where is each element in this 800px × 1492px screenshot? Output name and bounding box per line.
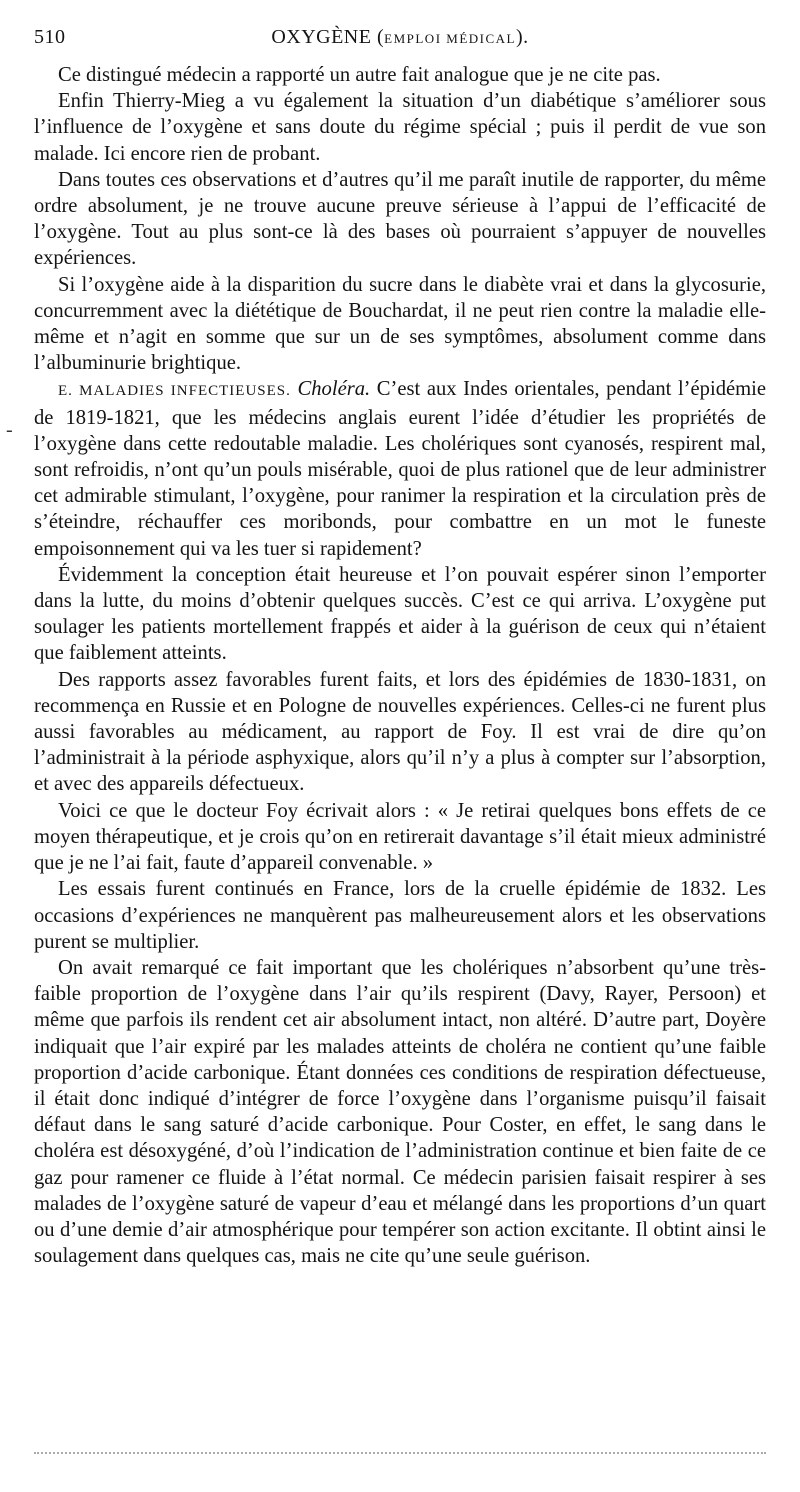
running-title-close: ). [516, 26, 529, 48]
paragraph-10: On avait remarqué ce fait important que les cholériques n’absorbent qu’une très-faible proportion de l’oxygène dans l’air qu’ils respirent (Davy, Rayer, Persoon) et même que parfois ils rendent cet air absolument intact, non altéré. D’autre part, Doyère indiquait que l’air expiré par les malades atteints de choléra ne contient qu’une faible proportion d’acide carbonique. Étant données ces conditions de respiration défectueuse, il était donc indiqué d’intégrer de force l’oxygène dans l’organisme puisqu’il faisait défaut dans le sang saturé d’acide carbonique. Pour Coster, en effet, le sang dans le choléra est désoxygéné, d’où l’indication de l’administration continue et bien faite de ce gaz pour ramener ce fluide à l’état normal. Ce médecin parisien faisait respirer à ses malades de l’oxygène saturé de vapeur d’eau et mélangé dans les proportions d’un quart ou d’une demie d’air atmosphérique pour tempérer son action excitante. Il obtint ainsi le soulagement dans quelques cas, mais ne cite qu’une seule guérison. [34, 956, 766, 1268]
margin-mark: - [6, 419, 13, 441]
paragraph-1: Ce distingué médecin a rapporté un autre fait analogue que je ne cite pas. [58, 64, 661, 86]
paragraph-3: Dans toutes ces observations et d’autres qu’il me paraît inutile de rapporter, du même ordre absolument, je ne trouve aucune preuve sérieuse à l’appui de l’efficacité de l’oxygène. Tout au plus sont-ce là des bases où pourraient s’appuyer de nouvelles expériences. [34, 168, 766, 270]
paragraph-8: Voici ce que le docteur Foy écrivait alors : « Je retirai quelques bons effets de ce moyen thérapeutique, et je crois qu’on en retirerait davantage s’il était mieux administré que je ne l’ai fait, faute d’appareil convenable. » [34, 799, 766, 875]
body-text [34, 62, 766, 1269]
paragraph-5-text: C’est aux Indes orientales, pendant l’épidémie de 1819-1821, que les médecins anglais eurent l’idée d’étudier les propriétés de l’oxygène dans cette redoutable maladie. Les cholériques sont cyanosés, respirent mal, sont refroidis, n’ont qu’un pouls misérable, quoi de plus rationel que de leur administrer cet admirable stimulant, l’oxygène, pour ranimer la respiration et la circulation près de s’éteindre, réchauffer ces moribonds, pour combattre en un mot le funeste empoisonnement qui va les tuer si rapidement? [34, 378, 767, 560]
running-title-open: ( [376, 26, 385, 48]
paragraph-6: Évidemment la conception était heureuse et l’on pouvait espérer sinon l’emporter dans la lutte, du moins d’obtenir quelques succès. C’est ce qui arriva. L’oxygène put soulager les patients mortellement frappés et aider à la guérison de ceux qui n’étaient que faiblement atteints. [34, 563, 766, 665]
running-title [34, 26, 766, 49]
paragraph-4: Si l’oxygène aide à la disparition du sucre dans le diabète vrai et dans la glycosurie, concurremment avec la diététique de Bouchardat, il ne peut rien contre la maladie elle-même et n’agit en somme que sur un de ses symptômes, absolument comme dans l’albuminurie brightique. [34, 273, 766, 375]
paragraph-2: Enfin Thierry-Mieg a vu également la situation d’un diabétique s’améliorer sous l’influence de l’oxygène et sans doute du régime spécial ; puis il perdit de vue son malade. Ici encore rien de probant. [34, 90, 766, 165]
section-label: E. MALADIES INFECTIEUSES. [58, 383, 291, 400]
paragraph-7: Des rapports assez favorables furent faits, et lors des épidémies de 1830-1831, on recommença en Russie et en Pologne de nouvelles expériences. Celles-ci ne furent plus aussi favorables au médicament, au rapport de Foy. Il est vrai de dire qu’on l’administrait à la période asphyxique, alors qu’il n’y a plus à compter sur l’absorption, et avec des appareils défectueux. [34, 668, 766, 796]
running-head [34, 26, 766, 62]
page-number: 510 [34, 26, 66, 48]
paragraph-5 [34, 376, 766, 561]
section-heading: Choléra. [297, 378, 371, 401]
running-title-subtitle: EMPLOI MÉDICAL [384, 31, 516, 46]
paragraph-9: Les essais furent continués en France, lors de la cruelle épidémie de 1832. Les occasions d’expériences ne manquèrent pas malheureusement alors et les observations purent se multiplier. [34, 878, 766, 953]
running-title-main: OXYGÈNE [271, 26, 372, 48]
page [34, 26, 766, 1269]
footer-rule [34, 1452, 766, 1454]
